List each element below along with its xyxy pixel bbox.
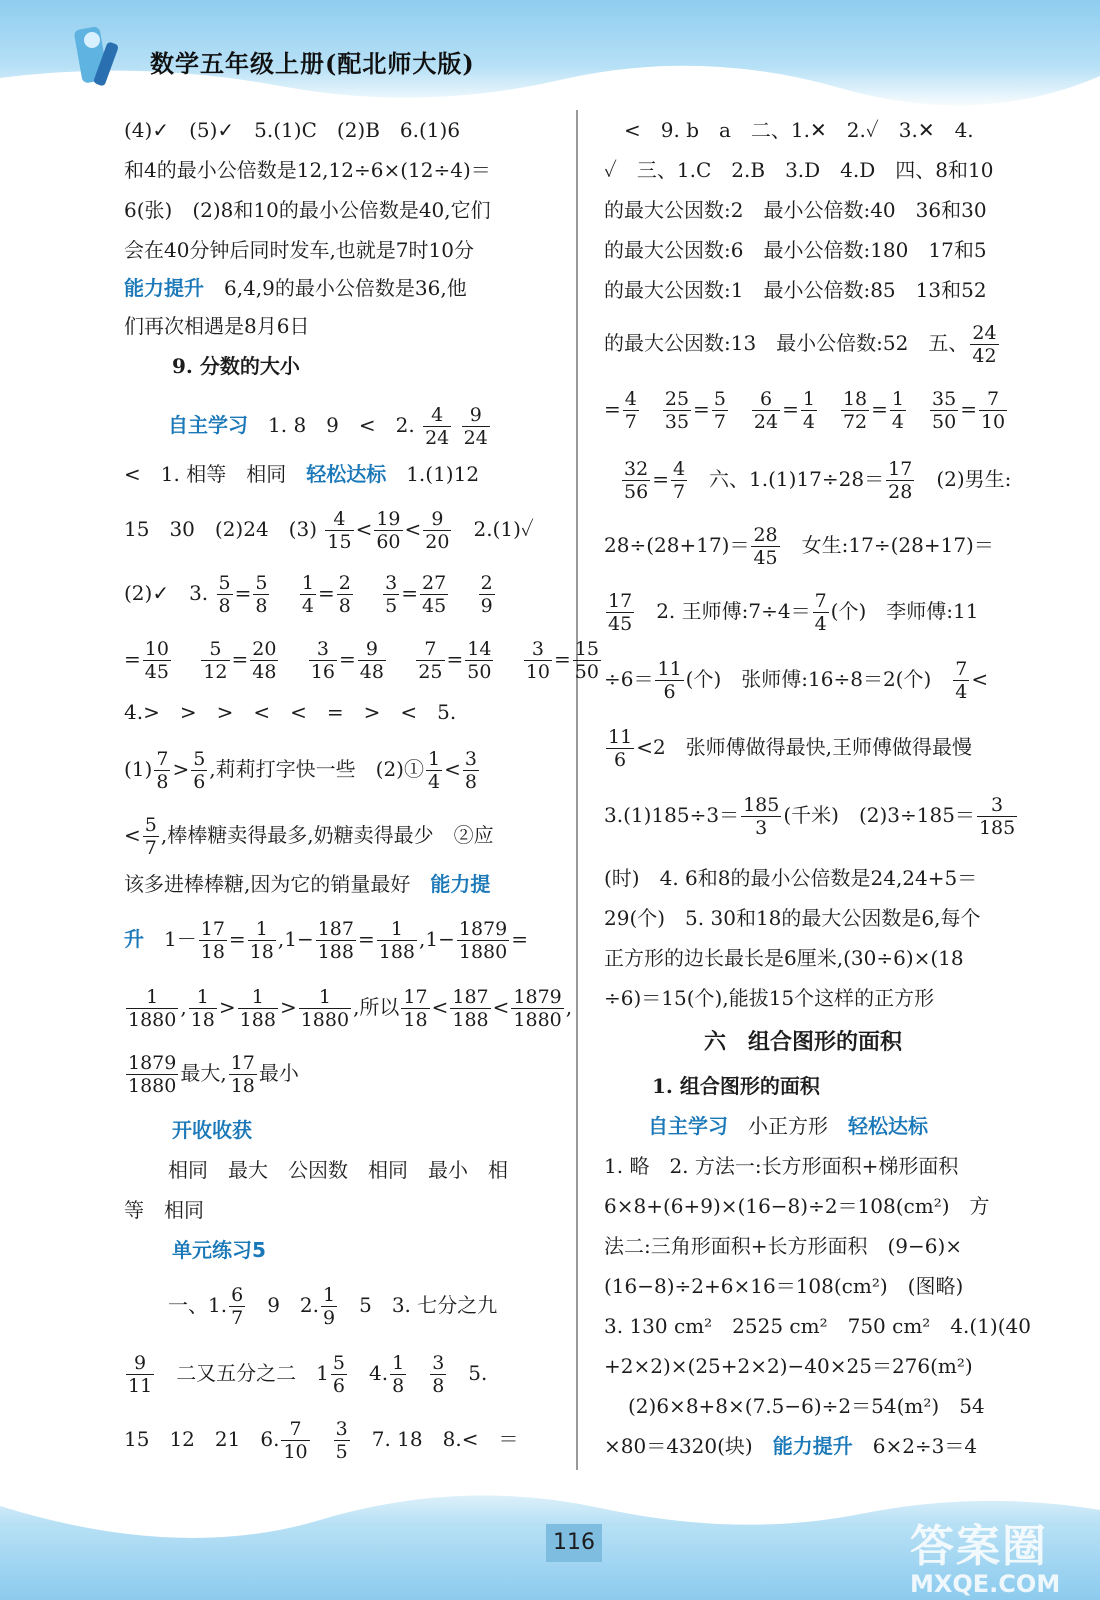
text-line: 等 相同	[124, 1198, 204, 1222]
section-title: 9. 分数的大小	[172, 354, 300, 378]
text-line: ✓ 三、1.C 2.B 3.D 4.D 四、8和10	[604, 158, 994, 182]
text-line: 的最大公因数:2 最小公倍数:40 36和30	[604, 198, 987, 222]
text-line: $\frac{32}{56}$ = $\frac{4}{7}$ 六、1.(1)17÷28＝ $\frac{17}{28}$ (2)男生:	[624, 458, 1012, 503]
text-line: = $\frac{10}{45}$ $\frac{5}{12}$ = $\frac{20}{48}$ $\frac{3}{16}$ = $\frac{9}{48}$ $\frac{7}{25}$ = $\frac{14}{50}$ $\frac{3}{10}$ = $\frac{15}{50}$	[124, 638, 599, 683]
text-line: 自主学习 1. 8 9 < 2. $\frac{4}{24}$ $\frac{9}{24}$	[168, 404, 488, 449]
text-line: 29(个) 5. 30和18的最大公因数是6,每个	[604, 906, 981, 930]
text-line: 的最大公因数:6 最小公倍数:180 17和5	[604, 238, 987, 262]
book-title: 数学五年级上册(配北师大版)	[150, 49, 475, 78]
text-line: 1. 略 2. 方法一:长方形面积+梯形面积	[604, 1154, 959, 1178]
unit-exercise-title: 单元练习5	[172, 1238, 266, 1262]
text-line: 和4的最小公倍数是12,12÷6×(12÷4)＝	[124, 158, 491, 182]
text-line: $\frac{1879}{1880}$ 最大, $\frac{17}{18}$ 最小	[128, 1052, 299, 1097]
text-line: 的最大公因数:1 最小公倍数:85 13和52	[604, 278, 987, 302]
text-line: (1) $\frac{7}{8}$ > $\frac{5}{6}$ ,莉莉打字快一些 (2)① $\frac{1}{4}$ < $\frac{3}{8}$	[124, 748, 477, 793]
text-line: +2×2)×(25+2×2)−40×25＝276(m²)	[604, 1354, 973, 1378]
text-line: 15 12 21 6. $\frac{7}{10}$ $\frac{3}{5}$ 7. 18 8.< ＝	[124, 1418, 519, 1463]
text-line: (2)6×8+8×(7.5−6)÷2＝54(m²) 54	[628, 1394, 985, 1418]
text-line: 法二:三角形面积+长方形面积 (9−6)×	[604, 1234, 963, 1258]
text-line: < 1. 相等 相同 轻松达标 1.(1)12	[124, 462, 480, 486]
text-line: 6(张) (2)8和10的最小公倍数是40,它们	[124, 198, 491, 222]
text-line: 相同 最大 公因数 相同 最小 相	[168, 1158, 508, 1182]
text-line: 一、1. $\frac{6}{7}$ 9 2. $\frac{1}{9}$ 5 3. 七分之九	[168, 1284, 498, 1329]
text-line: 的最大公因数:13 最小公倍数:52 五、 $\frac{24}{42}$	[604, 322, 997, 367]
watermark: 答案圈 MXQE.COM	[910, 1521, 1061, 1598]
page-header-band	[0, 0, 1100, 110]
text-line: (16−8)÷2+6×16＝108(cm²) (图略)	[604, 1274, 964, 1298]
text-line: 正方形的边长最长是6厘米,(30÷6)×(18	[604, 946, 964, 970]
text-line: 15 30 (2)24 (3) $\frac{4}{15}$ < $\frac{19}{60}$ < $\frac{9}{20}$ 2.(1)✓	[124, 508, 534, 553]
text-line: 3. 130 cm² 2525 cm² 750 cm² 4.(1)(40	[604, 1314, 1031, 1338]
text-line: (时) 4. 6和8的最小公倍数是24,24+5＝	[604, 866, 978, 890]
text-line: $\frac{17}{45}$ 2. 王师傅:7÷4＝ $\frac{7}{4}$ (个) 李师傅:11	[608, 590, 979, 635]
text-line: 能力提升 6,4,9的最小公倍数是36,他	[124, 276, 467, 300]
text-line: ×80＝4320(块) 能力提升 6×2÷3＝4	[604, 1434, 978, 1458]
subsection-title: 1. 组合图形的面积	[652, 1074, 820, 1098]
text-line: (4)✓ (5)✓ 5.(1)C (2)B 6.(1)6	[124, 118, 461, 142]
text-line: $\frac{11}{6}$ <2 张师傅做得最快,王师傅做得最慢	[608, 726, 973, 771]
text-line: 28÷(28+17)＝ $\frac{28}{45}$ 女生:17÷(28+17)＝	[604, 524, 994, 569]
text-line: 们再次相遇是8月6日	[124, 314, 310, 338]
text-line: (2)✓ 3. $\frac{5}{8}$ = $\frac{5}{8}$ $\frac{1}{4}$ = $\frac{2}{8}$ $\frac{3}{5}$ = $\frac{27}{45}$ $\frac{2}{9}$	[124, 572, 493, 617]
column-divider	[576, 110, 578, 1470]
text-line: 自主学习 小正方形 轻松达标	[648, 1114, 928, 1138]
text-line: ÷6＝ $\frac{11}{6}$ (个) 张师傅:16÷8＝2(个) $\frac{7}{4}$ <	[604, 658, 989, 703]
text-line: 会在40分钟后同时发车,也就是7时10分	[124, 238, 474, 262]
harvest-title: 开收收获	[172, 1118, 252, 1142]
text-line: $\frac{1}{1880}$ , $\frac{1}{18}$ > $\frac{1}{188}$ > $\frac{1}{1880}$ ,所以 $\frac{17}{18}$ < $\frac{187}{188}$ < $\frac{1879}{1880}$ ,	[128, 986, 573, 1031]
text-line: $\frac{9}{11}$ 二又五分之二 1 $\frac{5}{6}$ 4. $\frac{1}{8}$ $\frac{3}{8}$ 5.	[128, 1352, 488, 1397]
page-number: 116	[546, 1524, 602, 1562]
text-line: = $\frac{4}{7}$ $\frac{25}{35}$ = $\frac{5}{7}$ $\frac{6}{24}$ = $\frac{1}{4}$ $\frac{18}{72}$ = $\frac{1}{4}$ $\frac{35}{50}$ = $\frac{7}{10}$	[604, 388, 1006, 433]
text-line: < 9. b a 二、1.✕ 2.✓ 3.✕ 4.	[624, 118, 974, 142]
text-line: ÷6)＝15(个),能拔15个这样的正方形	[604, 986, 935, 1010]
text-line: 升 1－ $\frac{17}{18}$ = $\frac{1}{18}$ ,1− $\frac{187}{188}$ = $\frac{1}{188}$ ,1− $\frac{1879}{1880}$ =	[124, 918, 528, 963]
section-title: 六 组合图形的面积	[704, 1029, 903, 1055]
text-line: 4.> > > < < = > < 5.	[124, 700, 457, 724]
text-line: 3.(1)185÷3＝ $\frac{185}{3}$ (千米) (2)3÷185＝ $\frac{3}{185}$	[604, 794, 1016, 839]
text-line: 6×8+(6+9)×(16−8)÷2＝108(cm²) 方	[604, 1194, 990, 1218]
text-line: < $\frac{5}{7}$ ,棒棒糖卖得最多,奶糖卖得最少 ②应	[124, 814, 494, 859]
ability-label: 能力提升	[124, 276, 204, 300]
text-line: 该多进棒棒糖,因为它的销量最好 能力提	[124, 872, 491, 896]
